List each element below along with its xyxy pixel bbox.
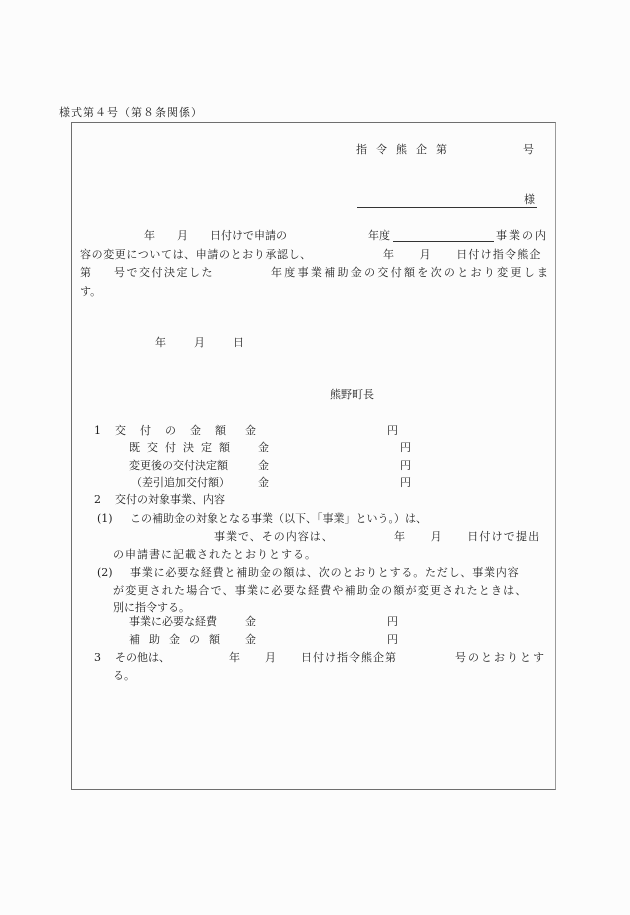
item1-sub1-kin: 金 bbox=[258, 441, 269, 454]
body-line1-c: 事業の内 bbox=[496, 229, 548, 242]
item1-sub2-yen: 円 bbox=[400, 459, 411, 472]
directive-number: 指令熊企第 bbox=[356, 143, 456, 156]
item2-label: 交付の対象事業、内容 bbox=[115, 493, 225, 506]
item1-sub1-yen: 円 bbox=[400, 441, 411, 454]
body-line2-b: 年 月 日付け指令熊企 bbox=[383, 248, 542, 261]
body-line3-c: 年度事業補助金の交付額を次のとおり変更しま bbox=[271, 266, 551, 279]
body-line1-a: 年 月 日付けで申請の bbox=[144, 229, 287, 242]
addressee-line bbox=[357, 207, 537, 208]
item2-sub1-line3: の申請書に記載されたとおりとする。 bbox=[113, 548, 317, 561]
item1-sub2-kin: 金 bbox=[258, 459, 269, 472]
item3-line1-a: その他は、 bbox=[115, 651, 170, 664]
item2-sub1-line2-b: 年 月 日付けで提出 bbox=[394, 530, 541, 543]
body-line3-a: 第 bbox=[80, 266, 91, 279]
body-line2-a: 容の変更については、申請のとおり承認し、 bbox=[80, 248, 312, 261]
item1-sub3-label: （差引追加交付額） bbox=[131, 476, 230, 489]
item2-subsidy-kin: 金 bbox=[245, 633, 256, 646]
addressee-suffix: 様 bbox=[524, 193, 535, 206]
business-name-line bbox=[393, 241, 494, 242]
form-label: 様式第４号（第８条関係） bbox=[59, 106, 203, 119]
body-line3-b: 号で交付決定した bbox=[114, 266, 214, 279]
item2-number: 2 bbox=[94, 493, 101, 506]
item1-kin: 金 bbox=[245, 424, 256, 437]
item1-sub1-label: 既交付決定額 bbox=[129, 441, 237, 454]
item3-line1-c: 号のとおりとす bbox=[455, 651, 546, 664]
item2-sub1-line2-a: 事業で、その内容は、 bbox=[214, 530, 334, 543]
item2-sub1-number: (1) bbox=[97, 512, 113, 525]
item2-expense-label: 事業に必要な経費 bbox=[129, 615, 217, 628]
item3-line1-b: 年 月 日付け指令熊企第 bbox=[229, 651, 397, 664]
item2-sub2-line3: 別に指令する。 bbox=[113, 601, 190, 614]
item2-sub2-line1: 事業に必要な経費と補助金の額は、次のとおりとする。ただし、事業内容 bbox=[130, 566, 520, 579]
body-line1-b: 年度 bbox=[368, 229, 390, 242]
body-line4: す。 bbox=[80, 285, 102, 298]
item2-expense-kin: 金 bbox=[245, 615, 256, 628]
item2-expense-yen: 円 bbox=[387, 615, 398, 628]
item1-yen: 円 bbox=[387, 424, 398, 437]
document-frame bbox=[71, 122, 556, 790]
item2-subsidy-yen: 円 bbox=[387, 633, 398, 646]
issuer: 熊野町長 bbox=[330, 388, 374, 401]
item1-number: 1 bbox=[94, 424, 101, 437]
item1-label: 交付の金額 bbox=[115, 424, 240, 437]
item1-sub2-label: 変更後の交付決定額 bbox=[129, 459, 228, 472]
item2-sub2-line2: が変更された場合で、事業に必要な経費や補助金の額が変更されたときは、 bbox=[113, 584, 528, 597]
number-suffix: 号 bbox=[523, 143, 534, 156]
item3-number: 3 bbox=[94, 651, 101, 664]
item2-sub1-line1: この補助金の対象となる事業（以下、「事業」という。）は、 bbox=[130, 512, 427, 525]
item2-sub2-number: (2) bbox=[97, 566, 113, 579]
item2-subsidy-label: 補助金の額 bbox=[129, 633, 229, 646]
date-line: 年 月 日 bbox=[155, 336, 246, 349]
item1-sub3-yen: 円 bbox=[400, 476, 411, 489]
item1-sub3-kin: 金 bbox=[258, 476, 269, 489]
item3-line2: る。 bbox=[113, 669, 135, 682]
